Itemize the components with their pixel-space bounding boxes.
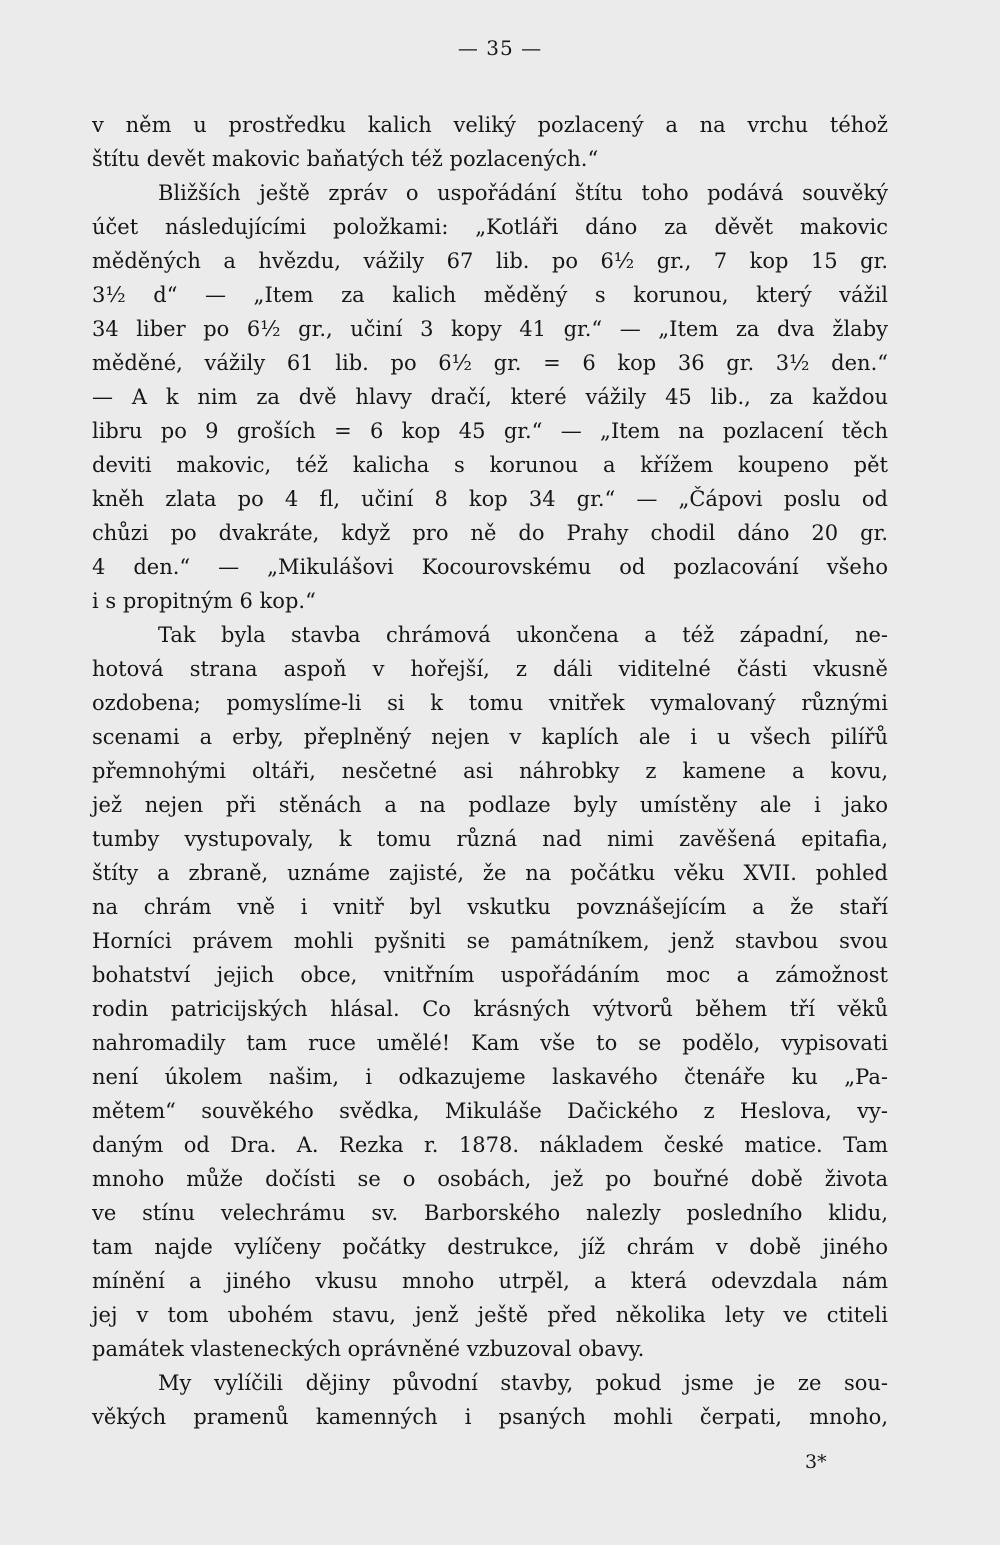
text-line: scenami a erby, přeplněný nejen v kaplích ale i u všech pilířů — [92, 725, 888, 749]
page-number: — 35 — — [457, 36, 543, 60]
text-line: 4 den.“ — „Mikulášovi Kocourovskému od pozlacování všeho — [92, 555, 888, 579]
text-line: Bližších ještě zpráv o uspořádání štítu toho podává souvěký — [158, 181, 888, 205]
text-line: mnoho může dočísti se o osobách, jež po bouřné době života — [92, 1167, 888, 1191]
text-line: měděných a hvězdu, vážily 67 lib. po 6½ gr., 7 kop 15 gr. — [92, 249, 888, 273]
text-line: mětem“ souvěkého svědka, Mikuláše Dačického z Heslova, vy- — [92, 1099, 888, 1123]
text-line: My vylíčili dějiny původní stavby, pokud jsme je ze sou- — [158, 1371, 888, 1395]
paragraph — [92, 108, 888, 176]
text-line: Tak byla stavba chrámová ukončena a též západní, ne- — [158, 623, 888, 647]
paragraph — [92, 618, 888, 1366]
text-line: libru po 9 groších = 6 kop 45 gr.“ — „Item na pozlacení těch — [92, 419, 888, 443]
text-line: jej v tom ubohém stavu, jenž ještě před několika lety ve ctiteli — [92, 1303, 888, 1327]
text-line: daným od Dra. A. Rezka r. 1878. nákladem české matice. Tam — [92, 1133, 888, 1157]
body-text — [92, 108, 888, 1434]
text-line: jež nejen při stěnách a na podlaze byly umístěny ale i jako — [92, 793, 888, 817]
text-line: štíty a zbraně, uznáme zajisté, že na počátku věku XVII. pohled — [92, 861, 888, 885]
text-line: deviti makovic, též kalicha s korunou a křížem koupeno pět — [92, 453, 888, 477]
text-line: měděné, vážily 61 lib. po 6½ gr. = 6 kop 36 gr. 3½ den.“ — [92, 351, 888, 375]
text-line: 3½ d“ — „Item za kalich měděný s korunou, který vážil — [92, 283, 888, 307]
paragraph — [92, 176, 888, 618]
text-line: 34 liber po 6½ gr., učiní 3 kopy 41 gr.“ — „Item za dva žlaby — [92, 317, 888, 341]
text-line: štítu devět makovic baňatých též pozlacených.“ — [92, 147, 599, 171]
paragraph — [92, 1366, 888, 1434]
text-line: tumby vystupovaly, k tomu různá nad nimi zavěšená epitafia, — [92, 827, 888, 851]
text-line: chůzi po dvakráte, když pro ně do Prahy chodil dáno 20 gr. — [92, 521, 888, 545]
text-line: ozdobena; pomyslíme-li si k tomu vnitřek vymalovaný různými — [92, 691, 888, 715]
text-line: rodin patricijských hlásal. Co krásných výtvorů během tří věků — [92, 997, 888, 1021]
text-line: kněh zlata po 4 fl, učiní 8 kop 34 gr.“ — „Čápovi poslu od — [92, 487, 888, 511]
text-line: v něm u prostředku kalich veliký pozlacený a na vrchu téhož — [92, 113, 888, 137]
text-line: nahromadily tam ruce umělé! Kam vše to se podělo, vypisovati — [92, 1031, 888, 1055]
text-line: Horníci právem mohli pyšniti se památníkem, jenž stavbou svou — [92, 929, 888, 953]
text-line: není úkolem našim, i odkazujeme laskavého čtenáře ku „Pa- — [92, 1065, 888, 1089]
text-line: na chrám vně i vnitř byl vskutku povznášejícím a že staří — [92, 895, 888, 919]
text-line: bohatství jejich obce, vnitřním uspořádáním moc a zámožnost — [92, 963, 888, 987]
text-line: mínění a jiného vkusu mnoho utrpěl, a která odevzdala nám — [92, 1269, 888, 1293]
text-line: přemnohými oltáři, nesčetné asi náhrobky z kamene a kovu, — [92, 759, 888, 783]
text-line: ve stínu velechrámu sv. Barborského nalezly posledního klidu, — [92, 1201, 888, 1225]
text-line: památek vlasteneckých oprávněné vzbuzoval obavy. — [92, 1337, 645, 1361]
signature-mark: 3* — [805, 1451, 827, 1473]
text-line: věkých pramenů kamenných i psaných mohli čerpati, mnoho, — [92, 1405, 888, 1429]
text-line: i s propitným 6 kop.“ — [92, 589, 316, 613]
text-line: účet následujícími položkami: „Kotláři dáno za děvět makovic — [92, 215, 888, 239]
text-line: hotová strana aspoň v hořejší, z dáli viditelné části vkusně — [92, 657, 888, 681]
text-line: — A k nim za dvě hlavy dračí, které vážily 45 lib., za každou — [92, 385, 888, 409]
text-line: tam najde vylíčeny počátky destrukce, jíž chrám v době jiného — [92, 1235, 888, 1259]
